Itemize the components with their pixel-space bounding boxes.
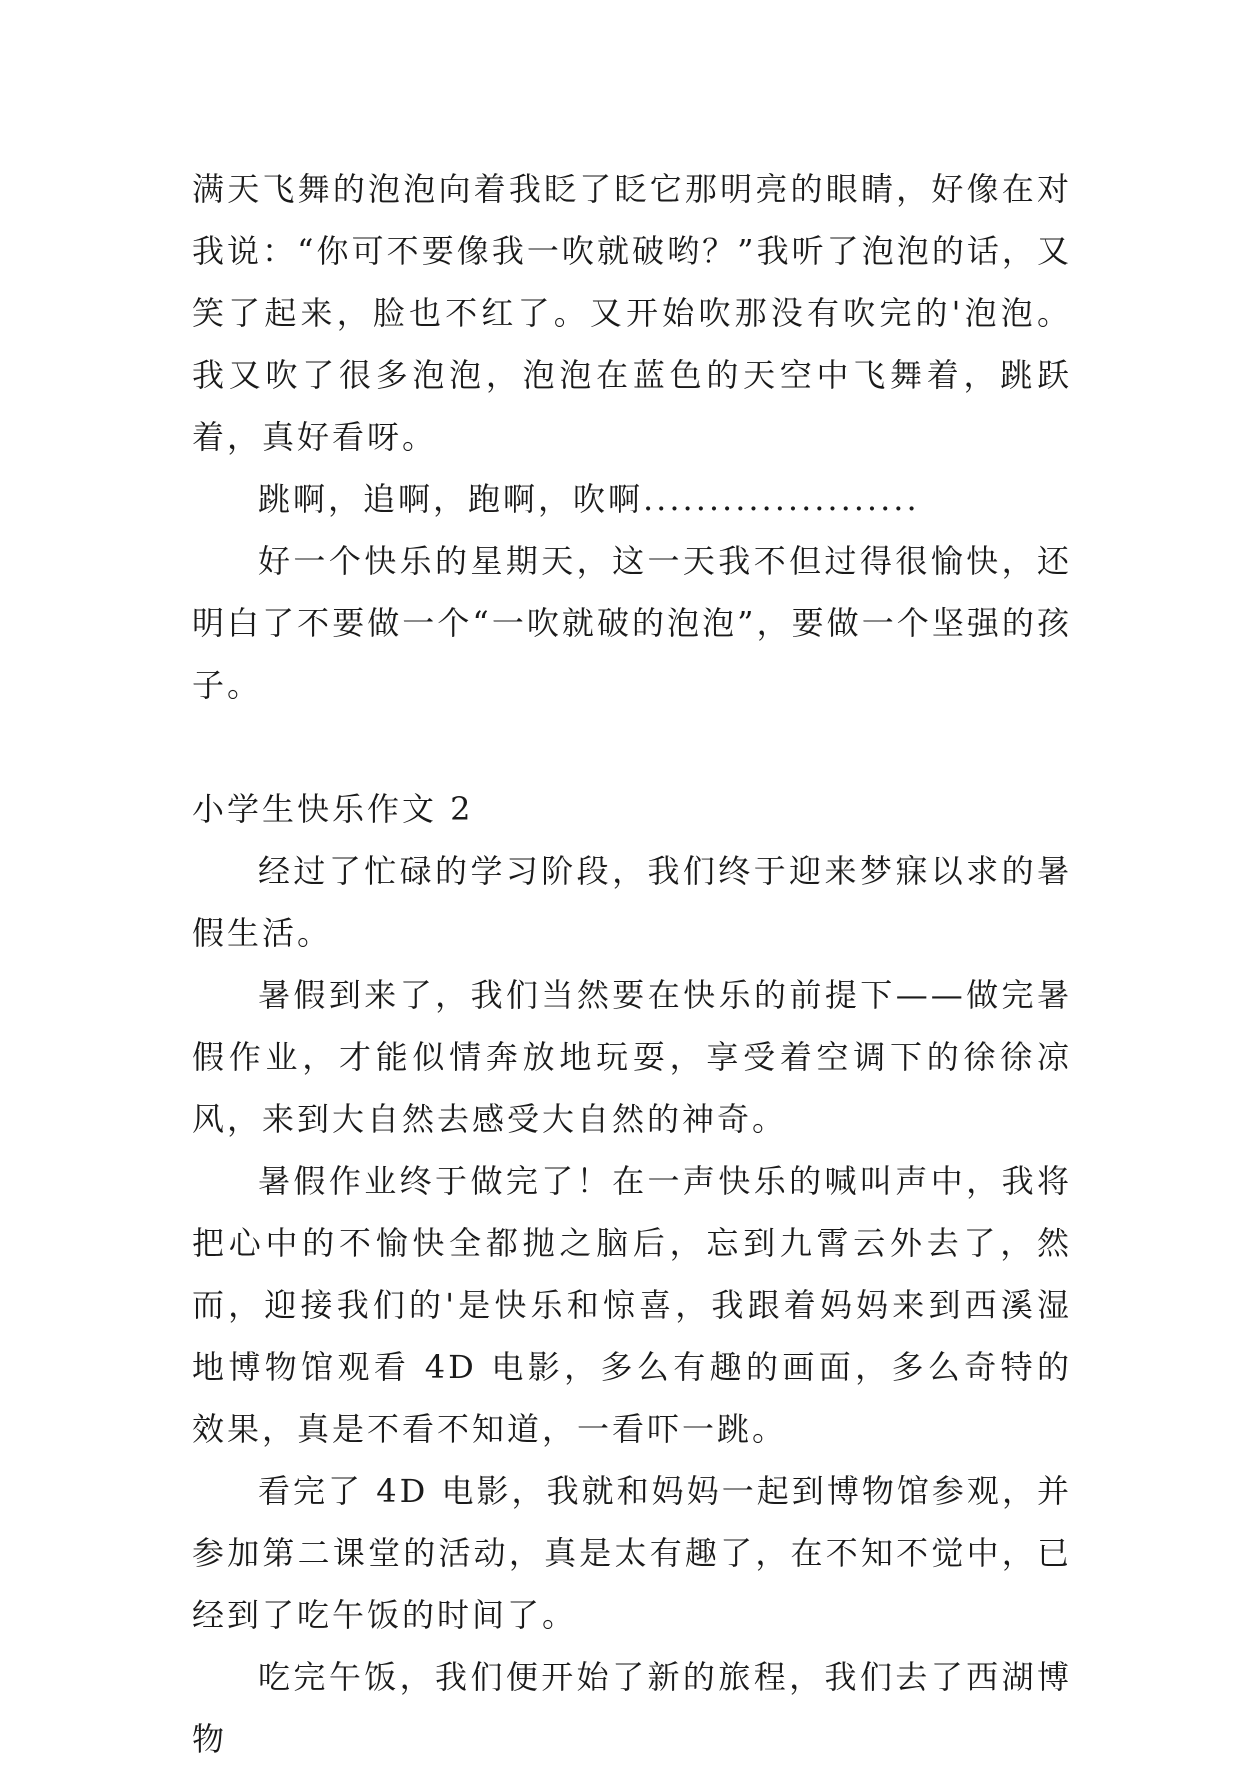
paragraph: 暑假作业终于做完了！在一声快乐的喊叫声中，我将把心中的不愉快全都抛之脑后，忘到九霄云外去了，然而，迎接我们的'是快乐和惊喜，我跟着妈妈来到西溪湿地博物馆观看 4D 电影，多么有趣的画面，多么奇特的效果，真是不看不知道，一看吓一跳。 <box>192 1162 1072 1448</box>
paragraph: 满天飞舞的泡泡向着我眨了眨它那明亮的眼睛，好像在对我说：“你可不要像我一吹就破哟？”我听了泡泡的话，又笑了起来，脸也不红了。又开始吹那没有吹完的'泡泡。我又吹了很多泡泡，泡泡在蓝色的天空中飞舞着，跳跃着，真好看呀。 <box>192 170 1072 456</box>
section-title: 小学生快乐作文 2 <box>192 790 474 828</box>
paragraph: 经过了忙碌的学习阶段，我们终于迎来梦寐以求的暑假生活。 <box>192 852 1072 952</box>
paragraph: 吃完午饭，我们便开始了新的旅程，我们去了西湖博物 <box>192 1658 1072 1758</box>
paragraph: 暑假到来了，我们当然要在快乐的前提下——做完暑假作业，才能似情奔放地玩耍，享受着空调下的徐徐凉风，来到大自然去感受大自然的神奇。 <box>192 976 1072 1138</box>
paragraph: 看完了 4D 电影，我就和妈妈一起到博物馆参观，并参加第二课堂的活动，真是太有趣了，在不知不觉中，已经到了吃午饭的时间了。 <box>192 1472 1072 1634</box>
paragraph: 好一个快乐的星期天，这一天我不但过得很愉快，还明白了不要做一个“一吹就破的泡泡”，要做一个坚强的孩子。 <box>192 542 1072 704</box>
document-body <box>192 158 1072 1770</box>
section-gap <box>192 716 1072 778</box>
paragraph: 跳啊，追啊，跑啊，吹啊..................... <box>258 480 920 518</box>
